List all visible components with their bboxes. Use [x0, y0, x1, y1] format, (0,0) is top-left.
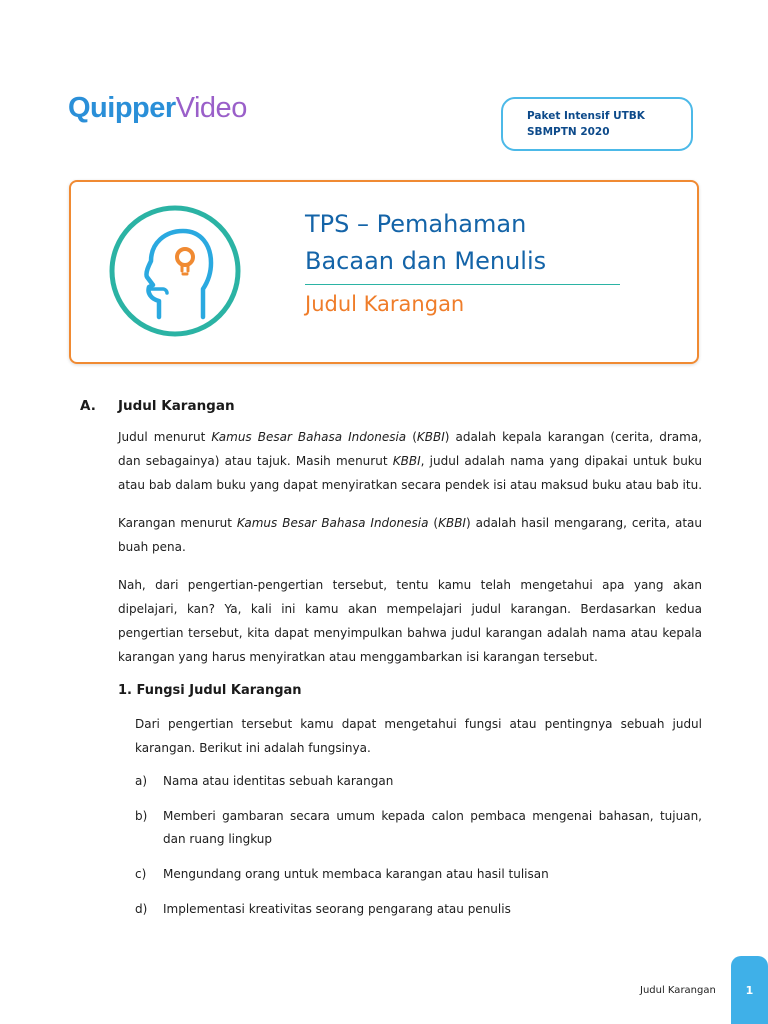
package-badge-line2: SBMPTN 2020 [527, 126, 610, 138]
para1-text-4: , judul adalah nama yang dipakai untuk buku atau bab dalam buku yang dapat menyiratkan secara pendek isi atau maksud buku atau bab itu. [118, 454, 703, 492]
package-badge [501, 97, 693, 151]
para2-italic-1: Kamus Besar Bahasa Indonesia [236, 516, 429, 530]
title-divider [305, 284, 620, 285]
page-number-tab [731, 956, 768, 1024]
document-body [80, 398, 702, 933]
list-item-label: c) [135, 867, 147, 881]
para1-italic-2: KBBI [416, 430, 445, 444]
list-item [135, 805, 702, 851]
paragraph-conclusion: Nah, dari pengertian-pengertian tersebut, tentu kamu telah mengetahui apa yang akan dipelajari, kan? Ya, kali ini kamu akan mempelajari judul karangan. Berdasarkan kedua pengertian tersebut, kita dapat menyimpulkan bahwa judul karangan adalah nama atau kepala karangan yang harus menyiratkan atau menggambarkan isi karangan tersebut. [118, 578, 702, 664]
paragraph-judul-definition [118, 425, 702, 497]
section-number: A. [80, 398, 96, 414]
topic-header-box [69, 180, 699, 364]
section-heading [80, 398, 702, 414]
logo-quipper-text: Quipper [68, 92, 176, 124]
para1-text-2: ( [406, 430, 417, 444]
list-item-label: b) [135, 809, 148, 823]
list-item-text: Memberi gambaran secara umum kepada calon pembaca mengenai bahasan, tujuan, dan ruang lingkup [163, 809, 702, 846]
function-list [135, 770, 702, 921]
head-lightbulb-icon [109, 205, 241, 337]
topic-title-line1: TPS – Pemahaman [305, 210, 527, 238]
list-item-text: Mengundang orang untuk membaca karangan atau hasil tulisan [163, 867, 549, 881]
subsection-heading: 1. Fungsi Judul Karangan [118, 683, 302, 698]
list-item [135, 863, 702, 886]
list-item-text: Implementasi kreativitas seorang pengarang atau penulis [163, 902, 511, 916]
quipper-video-logo [68, 92, 247, 128]
paragraph-karangan-definition [118, 511, 702, 559]
para1-text-3: ) adalah kepala karangan (cerita, drama, dan sebagainya) atau tajuk. Masih menurut [118, 430, 702, 468]
list-item-label: a) [135, 774, 148, 788]
para1-italic-3: KBBI [392, 454, 421, 468]
list-item [135, 770, 702, 793]
list-item [135, 898, 702, 921]
para1-italic-1: Kamus Besar Bahasa Indonesia [211, 430, 407, 444]
footer-label: Judul Karangan [640, 985, 716, 996]
page-number: 1 [745, 984, 754, 997]
section-title: Judul Karangan [118, 398, 235, 414]
topic-title-line2: Bacaan dan Menulis [305, 247, 547, 275]
logo-video-text: Video [175, 92, 247, 124]
para2-text-2: ( [428, 516, 439, 530]
para2-text-3: ) adalah hasil mengarang, cerita, atau buah pena. [118, 516, 703, 554]
para1-text-1: Judul menurut [118, 430, 212, 444]
subsection-intro: Dari pengertian tersebut kamu dapat mengetahui fungsi atau pentingnya sebuah judul karangan. Berikut ini adalah fungsinya. [135, 717, 702, 755]
list-item-text: Nama atau identitas sebuah karangan [163, 774, 394, 788]
para2-italic-2: KBBI [438, 516, 466, 530]
para2-text-1: Karangan menurut [118, 516, 237, 530]
topic-title [305, 206, 546, 280]
package-badge-line1: Paket Intensif UTBK [527, 110, 645, 122]
list-item-label: d) [135, 902, 148, 916]
topic-subtitle: Judul Karangan [305, 292, 465, 316]
